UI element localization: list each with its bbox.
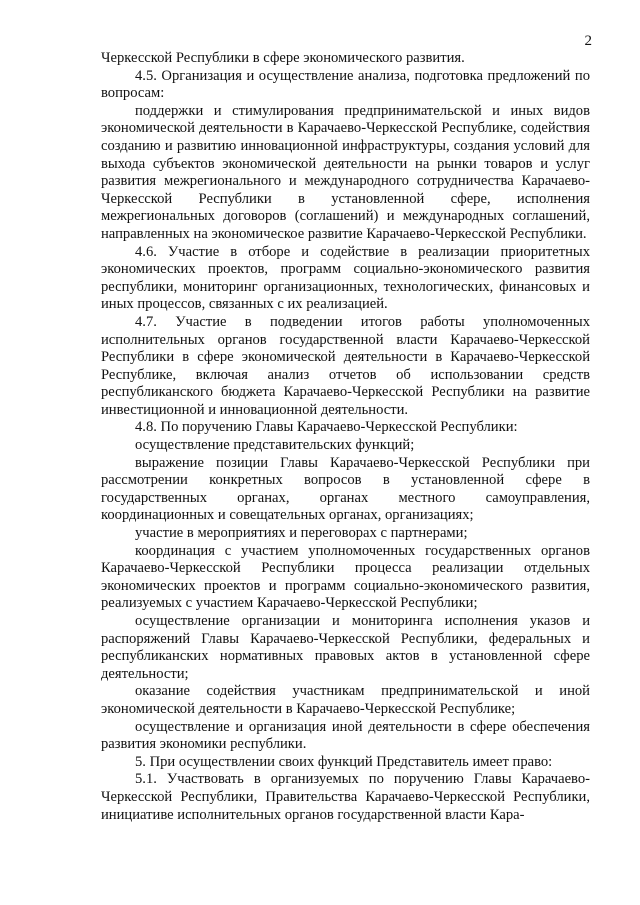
paragraph: выражение позиции Главы Карачаево-Черкесской Республики при рассмотрении конкретных вопросов в установленной сфере в государственных органах, органах местного самоуправления, координационных и совещательных органах, организациях; [101,454,590,524]
paragraph: 4.5. Организация и осуществление анализа, подготовка предложений по вопросам: [101,67,590,102]
page-number: 2 [584,33,592,49]
paragraph: осуществление и организация иной деятельности в сфере обеспечения развития экономики республики. [101,718,590,753]
paragraph: 5. При осуществлении своих функций Представитель имеет право: [135,753,553,770]
paragraph: 5.1. Участвовать в организуемых по поручению Главы Карачаево-Черкесской Республики, Правительства Карачаево-Черкесской Республики, инициативе исполнительных органов государственной власти Кара- [101,771,590,823]
paragraph: осуществление представительских функций; [135,437,415,454]
paragraph: осуществление организации и мониторинга исполнения указов и распоряжений Главы Карачаево-Черкесской Республики, федеральных и республиканских нормативных правовых актов в установленной сфере деятельности; [101,613,590,682]
paragraph: Черкесской Республики в сфере экономического развития. [101,50,465,66]
paragraph: 4.8. По поручению Главы Карачаево-Черкесской Республики: [135,419,518,436]
paragraph: поддержки и стимулирования предпринимательской и иных видов экономической деятельности в Карачаево-Черкесской Республике, содействия созданию и развитию инновационной инфраструктуры, создания условий для выхода субъектов экономической деятельности на рынки товаров и услуг развития межрегионального и международного сотрудничества Карачаево-Черкесской Республики в установленной сфере, исполнения межрегиональных договоров (соглашений) и международных соглашений, направленных на экономическое развитие Карачаево-Черкесской Республики. [101,102,590,242]
paragraph: 4.6. Участие в отборе и содействие в реализации приоритетных экономических проектов, программ социально-экономического развития республики, мониторинг организационных, технологических, финансовых и иных процессов, связанных с их реализацией. [101,243,590,313]
document-body [101,50,590,824]
paragraph: 4.7. Участие в подведении итогов работы уполномоченных исполнительных органов государственной власти Карачаево-Черкесской Республики в сфере экономической деятельности в Карачаево-Черкесской Республике, включая анализ отчетов об использовании средств республиканского бюджета Карачаево-Черкесской Республики на развитие инвестиционной и инновационной деятельности. [101,313,590,418]
paragraph: участие в мероприятиях и переговорах с партнерами; [135,525,468,542]
paragraph: координация с участием уполномоченных государственных органов Карачаево-Черкесской Республики процесса реализации отдельных экономических проектов и программ социально-экономического развития, реализуемых с участием Карачаево-Черкесской Республики; [101,542,590,612]
paragraph: оказание содействия участникам предпринимательской и иной экономической деятельности в Карачаево-Черкесской Республике; [101,683,590,717]
